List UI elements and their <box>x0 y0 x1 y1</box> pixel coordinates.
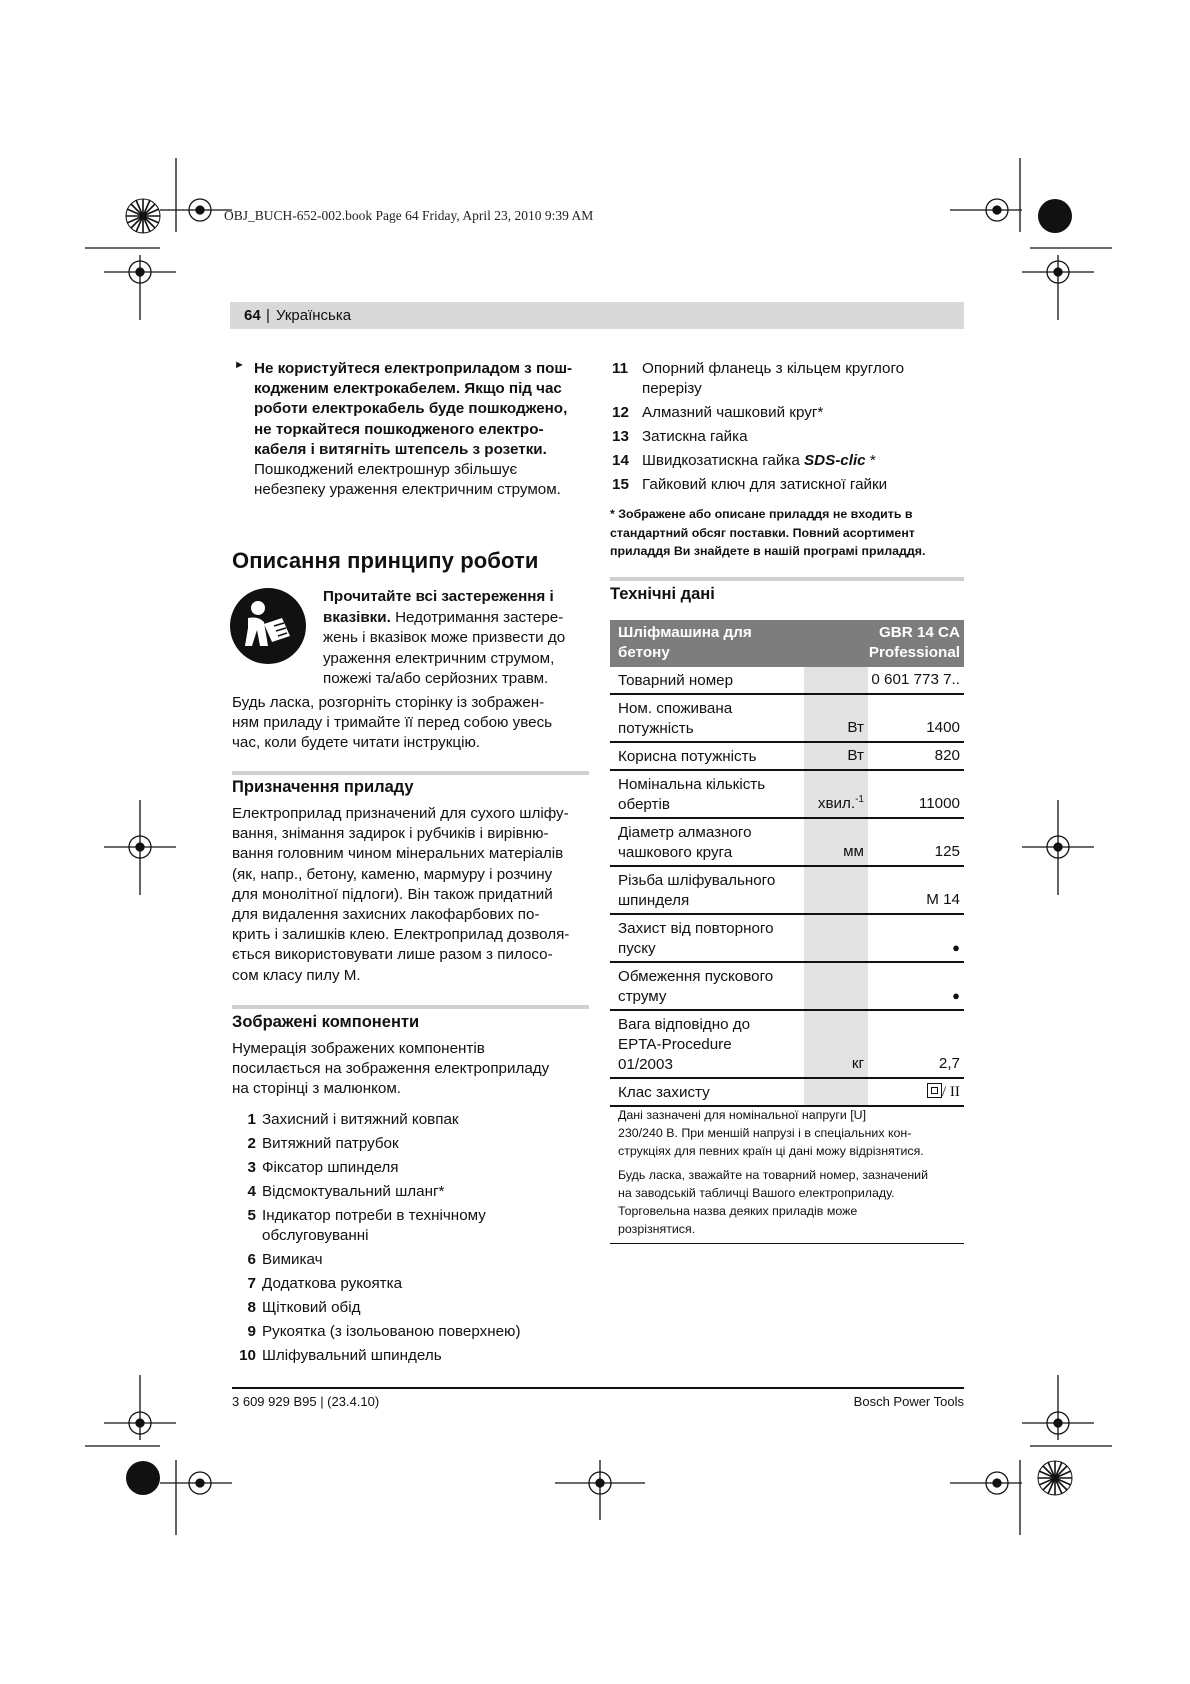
purpose-title: Призначення приладу <box>232 778 414 796</box>
text-line: розрізнятися. <box>618 1222 696 1236</box>
warning-bold-line: кабеля і витягніть штепсель з розетки. <box>254 440 547 458</box>
row-unit <box>804 914 868 962</box>
list-item <box>612 403 942 423</box>
row-label: Різьба шліфувального шпинделя <box>610 866 804 914</box>
unit-superscript: -1 <box>855 793 864 805</box>
product-number-note <box>618 1166 968 1238</box>
table-header-row <box>610 620 964 667</box>
header-language: Українська <box>276 307 352 324</box>
warning-bold-line: кодженим електрокабелем. Якщо під час <box>254 380 562 398</box>
row-label: Обмеження пускового струму <box>610 962 804 1010</box>
list-item <box>612 475 942 495</box>
components-list-right <box>612 359 942 499</box>
item-text: Вимикач <box>262 1251 323 1268</box>
row-unit <box>804 667 868 694</box>
components-list-left <box>234 1110 574 1370</box>
text-line: * Зображене або описане приладдя не входить в <box>610 507 913 521</box>
text-line: для видалення захисних лакофарбових по- <box>232 906 540 924</box>
item-text: Відсмоктувальний шланг* <box>262 1183 445 1200</box>
list-item <box>234 1182 574 1202</box>
divider <box>610 1243 964 1244</box>
text-line: ням приладу і тримайте її перед собою увесь <box>232 714 553 732</box>
text-line: стандартний обсяг поставки. Повний асортимент <box>610 525 915 540</box>
item-number: 8 <box>247 1299 256 1316</box>
list-item <box>234 1110 574 1130</box>
table-header-unit <box>804 620 868 667</box>
text-line: приладдя Ви знайдете в нашій програмі приладдя. <box>610 544 926 558</box>
item-text: Затискна гайка <box>642 428 748 445</box>
components-title: Зображені компоненти <box>232 1013 420 1031</box>
text-line: для монолітної підлоги). Він також придатний <box>232 885 553 903</box>
item-number: 12 <box>612 404 629 421</box>
row-label: Вага відповідно до EPTA-Procedure 01/2003 <box>610 1010 804 1078</box>
item-number: 10 <box>239 1347 256 1364</box>
read-instructions <box>323 587 593 690</box>
text-line: Нумерація зображених компонентів <box>232 1040 485 1057</box>
row-unit <box>804 770 868 818</box>
list-item <box>612 359 932 399</box>
row-value: 2,7 <box>868 1010 964 1078</box>
divider <box>232 771 589 775</box>
text-line: Електроприлад призначений для сухого шліфу- <box>232 805 569 822</box>
item-text: Алмазний чашковий круг* <box>642 404 824 421</box>
row-unit: кг <box>804 1010 868 1078</box>
list-item <box>234 1346 574 1366</box>
row-label: Ном. споживана потужність <box>610 694 804 742</box>
table-row <box>610 818 964 866</box>
list-item <box>234 1206 512 1246</box>
list-item <box>234 1250 574 1270</box>
item-number: 6 <box>247 1251 256 1268</box>
text-line: (як, напр., бетону, каменю, мармуру і розчину <box>232 865 553 883</box>
read-bold: вказівки. <box>323 608 391 626</box>
row-value: 1400 <box>868 694 964 742</box>
protection-class-text: / II <box>941 1083 960 1100</box>
list-item <box>612 451 942 471</box>
row-label: Клас захисту <box>610 1078 804 1106</box>
voltage-note <box>618 1106 968 1160</box>
read-manual-icon <box>230 588 306 664</box>
row-value: M 14 <box>868 866 964 914</box>
list-item <box>234 1274 574 1294</box>
table-row <box>610 866 964 914</box>
row-label: Корисна потужність <box>610 742 804 770</box>
table-row <box>610 962 964 1010</box>
row-value: 11000 <box>868 770 964 818</box>
list-item <box>234 1298 574 1318</box>
read-text: пожежі та/або серйозних травм. <box>323 670 549 688</box>
text-line: час, коли будете читати інструкцію. <box>232 734 481 752</box>
header-separator: | <box>266 307 270 324</box>
item-text: Швидкозатискна гайка <box>642 452 805 469</box>
footnote <box>610 505 970 561</box>
row-value: 125 <box>868 818 964 866</box>
text-line: ється використовувати лише разом з пилосо- <box>232 946 553 964</box>
section-title: Описання принципу роботи <box>232 548 539 573</box>
table-row <box>610 770 964 818</box>
page-header <box>230 302 964 329</box>
text-line: крить і залишків клею. Електроприлад дозволя- <box>232 926 570 944</box>
print-header: OBJ_BUCH-652-002.book Page 64 Friday, April 23, 2010 9:39 AM <box>224 208 594 223</box>
item-number: 5 <box>247 1207 256 1224</box>
row-unit: мм <box>804 818 868 866</box>
table-row <box>610 1078 964 1106</box>
warning-bold-line: не торкайтеся пошкодженого електро- <box>254 420 544 438</box>
item-text: Щітковий обід <box>262 1299 361 1316</box>
text-line: Будь ласка, розгорніть сторінку із зображен- <box>232 694 545 711</box>
text-line: струкціях для певних країн ці дані можу відрізнятися. <box>618 1144 924 1158</box>
text-line: Торговельна назва деяких приладів може <box>618 1204 858 1218</box>
text-line: Дані зазначені для номінальної напруги [U] <box>618 1108 867 1122</box>
item-number: 4 <box>247 1183 256 1200</box>
text-line: Будь ласка, зважайте на товарний номер, зазначений <box>618 1168 929 1182</box>
table-row <box>610 914 964 962</box>
table-header-label: Шліфмашина для бетону <box>610 620 804 667</box>
table-header-value: GBR 14 CA Professional <box>868 620 964 667</box>
warning-line: Пошкоджений електрошнур збільшує <box>254 461 518 479</box>
purpose-text <box>232 804 594 986</box>
item-text: Рукоятка (з ізольованою поверхнею) <box>262 1323 521 1340</box>
footer-left: 3 609 929 B95 | (23.4.10) <box>232 1394 380 1409</box>
table-row <box>610 694 964 742</box>
table-row <box>610 1010 964 1078</box>
list-item <box>234 1322 574 1342</box>
row-unit: Вт <box>804 742 868 770</box>
row-value: ● <box>868 962 964 1010</box>
row-unit: Вт <box>804 694 868 742</box>
item-text: Гайковий ключ для затискної гайки <box>642 476 888 493</box>
item-number: 11 <box>612 360 629 377</box>
item-text: * <box>865 452 876 469</box>
row-value: 0 601 773 7.. <box>868 667 964 694</box>
divider <box>232 1005 589 1009</box>
warning-bold-line: Не користуйтеся електроприладом з пош- <box>254 360 573 377</box>
read-text: Недотримання застере- <box>390 608 564 626</box>
footer-rule <box>232 1387 964 1389</box>
item-number: 1 <box>247 1111 256 1128</box>
page-number: 64 <box>244 307 261 324</box>
item-number: 13 <box>612 428 629 445</box>
item-text: Індикатор потреби в технічному обслуговуванні <box>262 1207 486 1244</box>
tech-data-table <box>610 620 964 1107</box>
class-ii-icon <box>927 1083 942 1098</box>
table-row <box>610 667 964 694</box>
unit-text: хвил. <box>817 795 856 812</box>
intro-paragraph <box>232 693 594 754</box>
text-line: на сторінці з малюнком. <box>232 1080 402 1098</box>
text-line: сом класу пилу М. <box>232 966 361 984</box>
row-label: Товарний номер <box>610 667 804 694</box>
bullet-arrow: ► <box>234 359 245 371</box>
table-row <box>610 742 964 770</box>
row-unit <box>804 962 868 1010</box>
row-label: Захист від повторного пуску <box>610 914 804 962</box>
item-number: 2 <box>247 1135 256 1152</box>
item-text: Опорний фланець з кільцем круглого перерізу <box>642 360 905 397</box>
read-text: ураження електричним струмом, <box>323 649 555 667</box>
row-label: Номінальна кількість обертів <box>610 770 804 818</box>
footer-right: Bosch Power Tools <box>853 1394 964 1409</box>
text-line: 230/240 В. При меншій напрузі і в спеціальних кон- <box>618 1126 912 1140</box>
warning-bold-line: роботи електрокабель буде пошкоджено, <box>254 400 568 418</box>
item-number: 9 <box>247 1323 256 1340</box>
list-item <box>234 1158 574 1178</box>
read-text: жень і вказівок може призвести до <box>323 629 566 647</box>
text-line: посилається на зображення електроприладу <box>232 1060 550 1078</box>
list-item <box>234 1134 574 1154</box>
item-number: 14 <box>612 452 629 469</box>
tech-title: Технічні дані <box>610 585 715 603</box>
item-number: 7 <box>247 1275 256 1292</box>
item-text: Додаткова рукоятка <box>262 1275 403 1292</box>
sds-clic-logo: SDS-clic <box>804 452 866 469</box>
row-value <box>868 1078 964 1106</box>
text-line: вання головним чином мінеральних матеріалів <box>232 845 564 863</box>
text-line: вання, знімання задирок і рубчиків і вирівню- <box>232 825 549 843</box>
item-text: Витяжний патрубок <box>262 1135 399 1152</box>
list-item <box>612 427 942 447</box>
item-text: Захисний і витяжний ковпак <box>262 1111 459 1128</box>
divider <box>610 577 964 581</box>
warning-line: небезпеку ураження електричним струмом. <box>254 481 561 499</box>
item-text: Шліфувальний шпиндель <box>262 1347 442 1364</box>
row-label: Діаметр алмазного чашкового круга <box>610 818 804 866</box>
read-bold: Прочитайте всі застереження і <box>323 588 554 605</box>
components-intro <box>232 1039 594 1100</box>
row-value: 820 <box>868 742 964 770</box>
warning-block <box>254 359 594 500</box>
row-unit <box>804 1078 868 1106</box>
item-number: 3 <box>247 1159 256 1176</box>
item-number: 15 <box>612 476 629 493</box>
text-line: на заводській табличці Вашого електроприладу. <box>618 1186 895 1200</box>
row-unit <box>804 866 868 914</box>
row-value: ● <box>868 914 964 962</box>
item-text: Фіксатор шпинделя <box>262 1159 399 1176</box>
